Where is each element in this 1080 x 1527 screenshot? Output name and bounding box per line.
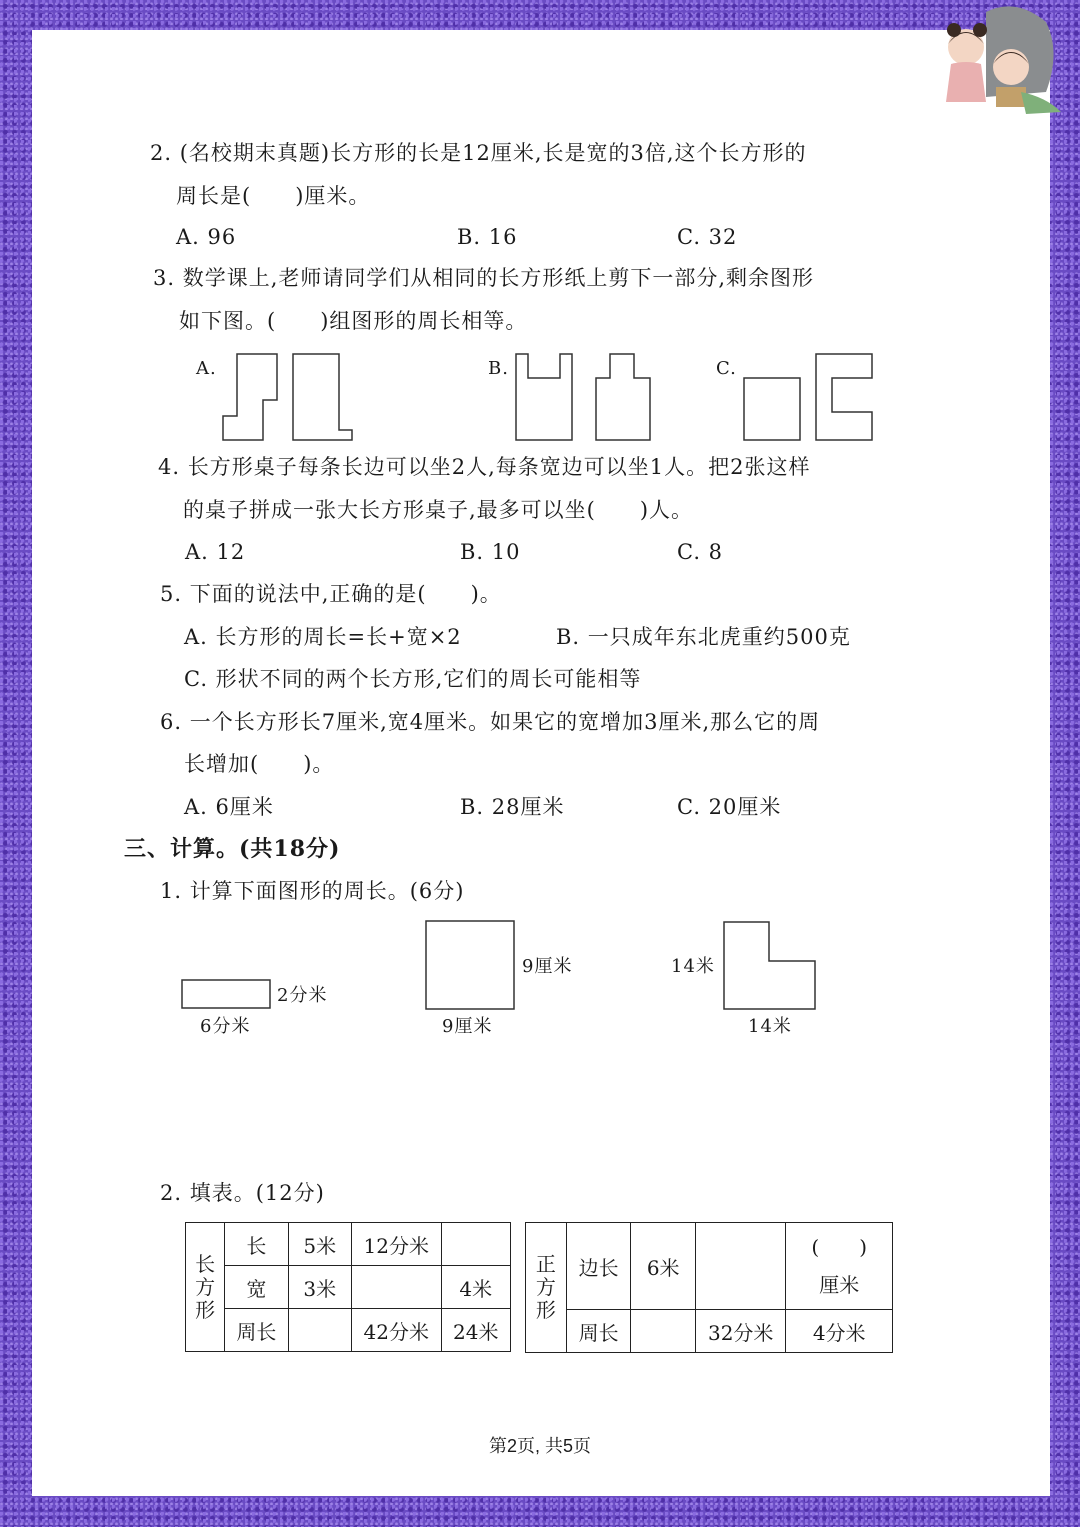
- q2-line2: 周长是( )厘米。: [176, 184, 371, 208]
- rect-cell-r3c4: 24米: [441, 1309, 510, 1352]
- q3-line1: 3. 数学课上,老师请同学们从相同的长方形纸上剪下一部分,剩余图形: [153, 266, 815, 290]
- q3-a-shape2: [293, 354, 352, 440]
- section3-sub2: 2. 填表。(12分): [160, 1181, 325, 1205]
- q3-label-b: B.: [488, 358, 509, 379]
- fig1-rectangle: [180, 978, 272, 1012]
- q2-option-a[interactable]: A. 96: [176, 225, 237, 249]
- q3-label-c: C.: [716, 358, 737, 379]
- fig3-side-label: 14米: [671, 956, 715, 977]
- rect-cell-r2c4: 4米: [441, 1266, 510, 1309]
- q4-line2: 的桌子拼成一张大长方形桌子,最多可以坐( )人。: [183, 498, 694, 522]
- q3-label-a: A.: [196, 358, 217, 379]
- q3-line2: 如下图。( )组图形的周长相等。: [179, 309, 528, 333]
- fig3-bottom-label: 14米: [748, 1016, 792, 1037]
- q4-line1: 4. 长方形桌子每条长边可以坐2人,每条宽边可以坐1人。把2张这样: [158, 455, 811, 479]
- q6-line2: 长增加( )。: [184, 752, 335, 776]
- q2-option-c[interactable]: C. 32: [677, 225, 738, 249]
- q5-option-b[interactable]: B. 一只成年东北虎重约500克: [556, 625, 851, 649]
- rectangle-table: [185, 1222, 511, 1352]
- q6-option-c[interactable]: C. 20厘米: [677, 795, 782, 819]
- rect-cell-r3c2[interactable]: [288, 1309, 351, 1352]
- q5-option-c[interactable]: C. 形状不同的两个长方形,它们的周长可能相等: [184, 667, 642, 691]
- section3-sub1: 1. 计算下面图形的周长。(6分): [160, 879, 465, 903]
- q3-b-shape2: [596, 354, 650, 440]
- square-cell-r1c1: 边长: [566, 1223, 631, 1310]
- rect-cell-r1c4[interactable]: [441, 1223, 510, 1266]
- square-unit-label: 厘米: [819, 1273, 860, 1297]
- rect-cell-r3c1: 周长: [225, 1309, 288, 1352]
- rect-cell-r2c2: 3米: [288, 1266, 351, 1309]
- page-footer: 第2页, 共5页: [488, 1436, 592, 1456]
- q3-a-shape1: [223, 354, 277, 440]
- square-group-label: 正 方 形: [526, 1223, 567, 1353]
- q3-c-shape2: [816, 354, 872, 440]
- fig3-l-shape: [721, 919, 819, 1013]
- square-cell-r2c4: 4分米: [786, 1310, 893, 1353]
- square-cell-r1c3[interactable]: [696, 1223, 786, 1310]
- q2-line1: 2. (名校期末真题)长方形的长是12厘米,长是宽的3倍,这个长方形的: [150, 141, 807, 165]
- square-table: [525, 1222, 893, 1353]
- q3-c-shape1: [744, 378, 800, 440]
- q3-figures-b: [508, 348, 668, 446]
- q2-option-b[interactable]: B. 16: [457, 225, 518, 249]
- fig2-side-label: 9厘米: [522, 956, 573, 977]
- q5-line1: 5. 下面的说法中,正确的是( )。: [160, 582, 502, 606]
- q6-option-a[interactable]: A. 6厘米: [184, 795, 274, 819]
- fig1-side-label: 2分米: [277, 985, 328, 1006]
- square-blank-paren[interactable]: ( ): [811, 1235, 867, 1259]
- rect-cell-r3c3: 42分米: [351, 1309, 441, 1352]
- rect-cell-r1c1: 长: [225, 1223, 288, 1266]
- rect-group-label: 长 方 形: [186, 1223, 225, 1352]
- q5-option-a[interactable]: A. 长方形的周长=长+宽×2: [184, 625, 462, 649]
- square-cell-r1c2: 6米: [631, 1223, 696, 1310]
- q4-option-c[interactable]: C. 8: [677, 540, 724, 564]
- q3-figures-a: [215, 348, 365, 446]
- square-cell-r1c4[interactable]: [786, 1223, 893, 1310]
- rect-cell-r2c3[interactable]: [351, 1266, 441, 1309]
- q3-b-shape1: [516, 354, 572, 440]
- q6-option-b[interactable]: B. 28厘米: [460, 795, 565, 819]
- square-cell-r2c2[interactable]: [631, 1310, 696, 1353]
- q4-option-b[interactable]: B. 10: [460, 540, 521, 564]
- rect-cell-r2c1: 宽: [225, 1266, 288, 1309]
- rect-cell-r1c3: 12分米: [351, 1223, 441, 1266]
- q3-figures-c: [736, 348, 881, 446]
- fig2-square: [424, 919, 518, 1013]
- square-cell-r2c3: 32分米: [696, 1310, 786, 1353]
- q4-option-a[interactable]: A. 12: [185, 540, 246, 564]
- square-cell-r2c1: 周长: [566, 1310, 631, 1353]
- fig2-bottom-label: 9厘米: [442, 1016, 493, 1037]
- rect-cell-r1c2: 5米: [288, 1223, 351, 1266]
- fig1-bottom-label: 6分米: [200, 1016, 251, 1037]
- q6-line1: 6. 一个长方形长7厘米,宽4厘米。如果它的宽增加3厘米,那么它的周: [160, 710, 821, 734]
- children-reading-illustration: [926, 2, 1066, 122]
- section3-title: 三、计算。(共18分): [124, 836, 341, 862]
